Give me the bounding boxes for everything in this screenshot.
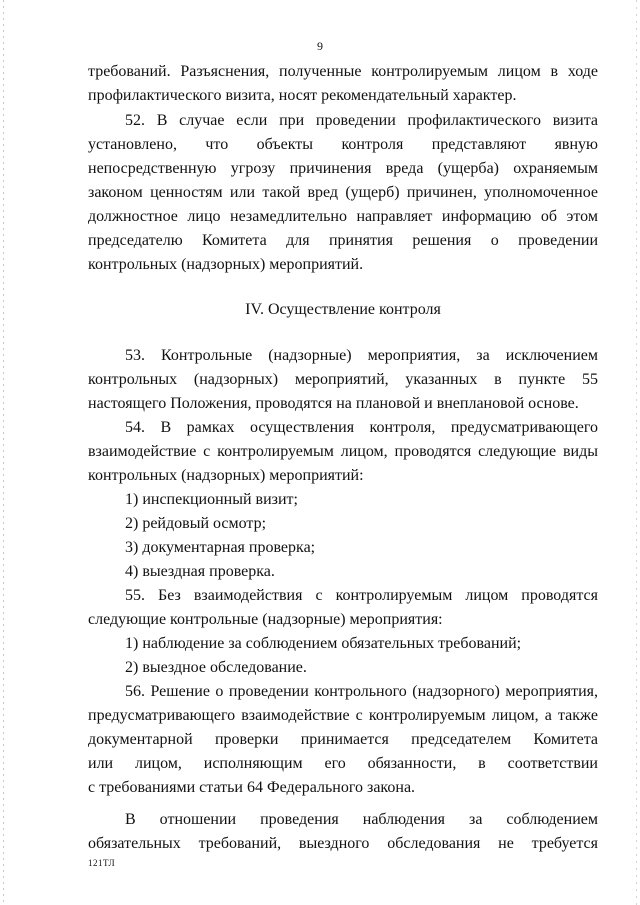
paragraph-53-start: 53. Контрольные (надзорные) мероприятия, за исключением (125, 347, 598, 364)
scan-edge-left (3, 0, 4, 905)
text-line: законом ценностям или такой вред (ущерб) причинен, уполномоченное (88, 184, 598, 201)
text-line: или лицом, исполняющим его обязанности, в соответствии (88, 755, 598, 772)
text-line: контрольных (надзорных) мероприятий. (88, 256, 364, 273)
text-line: следующие контрольные (надзорные) мероприятия: (88, 611, 443, 628)
paragraph-55-start: 55. Без взаимодействия с контролируемым лицом проводятся (125, 587, 598, 604)
text-line: установлено, что объекты контроля представляют явную (88, 136, 598, 153)
paragraph-54-start: 54. В рамках осуществления контроля, предусматривающего (125, 419, 598, 436)
text-line: настоящего Положения, проводятся на плановой и внеплановой основе. (88, 395, 579, 412)
text-line: требований. Разъяснения, полученные контролируемым лицом в ходе (88, 63, 598, 80)
text-line: председателю Комитета для принятия решения о проведении (88, 232, 598, 249)
text-line: непосредственную угрозу причинения вреда (ущерба) охраняемым (88, 160, 598, 177)
text-line: предусматривающего взаимодействие с контролируемым лицом, а также (88, 707, 598, 724)
list-item: 1) инспекционный визит; (125, 491, 298, 508)
text-line: документарной проверки принимается председателем Комитета (88, 731, 598, 748)
list-item: 3) документарная проверка; (125, 539, 316, 556)
list-item: 4) выездная проверка. (125, 563, 275, 580)
paragraph-start: В отношении проведения наблюдения за соблюдением (125, 811, 598, 828)
page-number: 9 (317, 39, 323, 53)
list-item: 2) выездное обследование. (125, 659, 307, 676)
paragraph-56-start: 56. Решение о проведении контрольного (надзорного) мероприятия, (125, 683, 598, 700)
footer-code: 121ТЛ (88, 858, 116, 868)
list-item: 1) наблюдение за соблюдением обязательных требований; (125, 635, 522, 652)
text-line: взаимодействие с контролируемым лицом, проводятся следующие виды (88, 443, 598, 460)
section-heading: IV. Осуществление контроля (245, 301, 441, 318)
text-line: контрольных (надзорных) мероприятий: (88, 467, 364, 484)
paragraph-52-start: 52. В случае если при проведении профилактического визита (125, 112, 598, 129)
text-line: контрольных (надзорных) мероприятий, указанных в пункте 55 (88, 371, 598, 388)
scan-edge-right (636, 0, 637, 905)
text-line: с требованиями статьи 64 Федерального закона. (88, 779, 416, 796)
text-line: профилактического визита, носят рекомендательный характер. (88, 87, 517, 104)
list-item: 2) рейдовый осмотр; (125, 515, 267, 532)
text-line: должностное лицо незамедлительно направляет информацию об этом (88, 208, 598, 225)
text-line: обязательных требований, выездного обследования не требуется (88, 835, 598, 852)
